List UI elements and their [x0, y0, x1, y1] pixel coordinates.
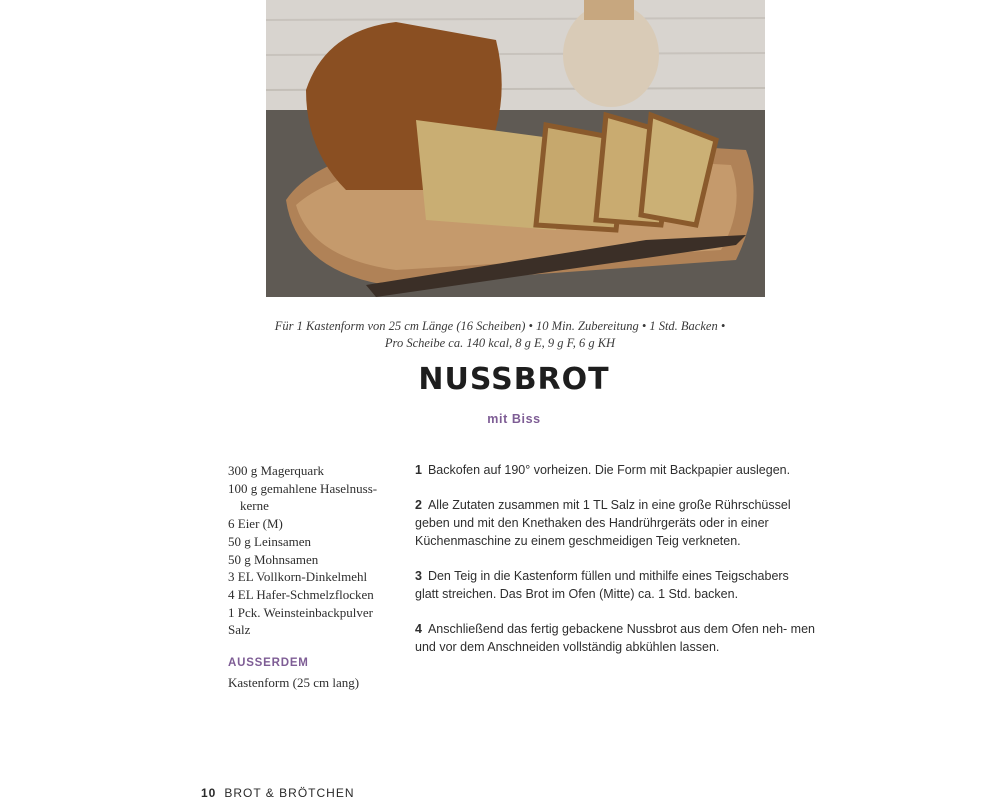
step-text: Backofen auf 190° vorheizen. Die Form mit Backpapier auslegen. — [427, 463, 791, 477]
recipe-meta-line-1: Für 1 Kastenform von 25 cm Länge (16 Scheiben) • 10 Min. Zubereitung • 1 Std. Backen • — [274, 319, 726, 333]
ingredient-item: 100 g gemahlene Haselnuss- — [228, 480, 378, 496]
ingredient-item: 1 Pck. Weinsteinbackpulver — [228, 604, 373, 620]
step-text: Den Teig in die Kastenform füllen und mithilfe eines Teigschabers glatt streichen. Das Brot im Ofen (Mitte) ca. 1 Std. backen. — [415, 569, 789, 601]
step-1 — [415, 462, 815, 480]
bread-photo — [266, 0, 765, 297]
step-text: Anschließend das fertig gebackene Nussbrot aus dem Ofen neh- men und vor dem Anschneiden vollständig abkühlen lassen. — [415, 622, 815, 654]
ingredient-item: 4 EL Hafer-Schmelzflocken — [228, 586, 374, 602]
ingredient-item: Salz — [228, 622, 251, 638]
ingredient-item: 50 g Mohnsamen — [228, 551, 319, 567]
step-number: 3 — [415, 569, 422, 584]
ingredient-list — [228, 462, 398, 639]
step-3 — [415, 568, 815, 603]
bread-photo-illustration — [266, 0, 765, 297]
ingredient-item: kerne — [240, 498, 269, 514]
recipe-meta — [0, 318, 1000, 352]
page-number: 10 — [201, 786, 217, 800]
ausserdem-item: Kastenform (25 cm lang) — [228, 675, 360, 690]
preparation-steps — [415, 462, 815, 674]
recipe-subtitle: mit Biss — [487, 412, 541, 426]
recipe-meta-line-2: Pro Scheibe ca. 140 kcal, 8 g E, 9 g F, 6 g KH — [384, 336, 616, 350]
recipe-title: NUSSBROT — [418, 362, 610, 397]
section-title: BROT & BRÖTCHEN — [224, 786, 355, 800]
page-footer — [201, 786, 354, 800]
ingredient-item: 50 g Leinsamen — [228, 533, 312, 549]
step-number: 2 — [415, 498, 422, 513]
step-number: 4 — [415, 622, 422, 637]
step-number: 1 — [415, 463, 422, 477]
step-4 — [415, 621, 815, 656]
ausserdem-heading: AUSSERDEM — [228, 657, 309, 669]
step-2 — [415, 497, 815, 550]
ingredient-item: 3 EL Vollkorn-Dinkelmehl — [228, 569, 368, 585]
step-text: Alle Zutaten zusammen mit 1 TL Salz in eine große Rührschüssel geben und mit den Knethaken des Handrührgeräts oder in einer Küchenmaschine zu einem geschmeidigen Teig verkneten. — [415, 498, 791, 548]
ingredient-item: 300 g Magerquark — [228, 463, 325, 478]
ingredient-item: 6 Eier (M) — [228, 516, 283, 532]
